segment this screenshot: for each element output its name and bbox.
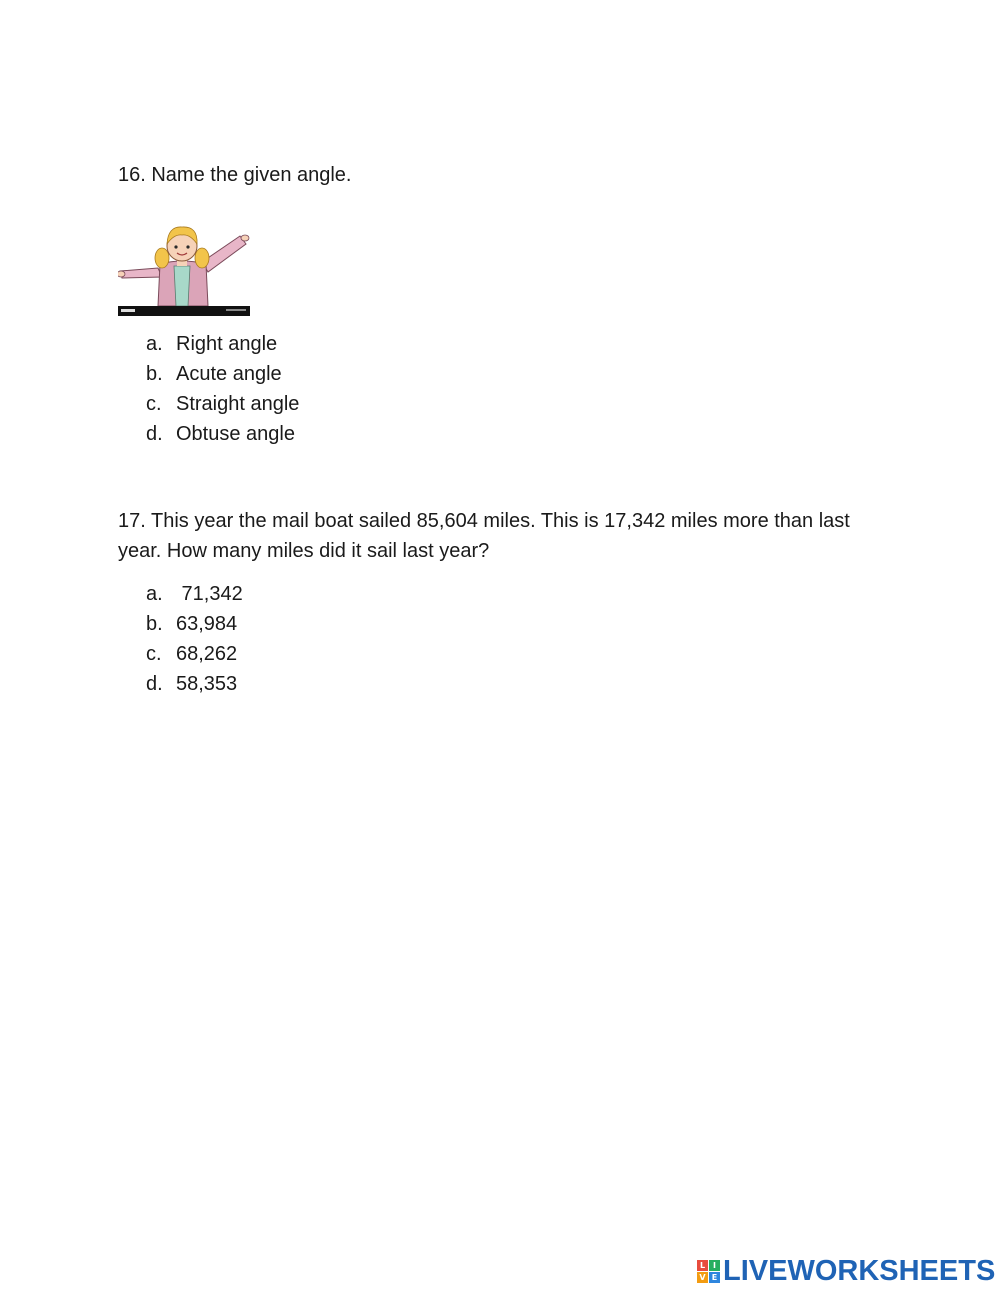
option-text: Right angle	[176, 333, 278, 355]
option-item	[146, 579, 243, 609]
option-text: 63,984	[176, 613, 238, 635]
question-17-text: 17. This year the mail boat sailed 85,604 miles. This is 17,342 miles more than last year. How many miles did it sail last year?	[118, 510, 850, 562]
brand-name: LIVEWORKSHEETS	[723, 1255, 996, 1287]
logo-mark-letter: I	[709, 1260, 720, 1271]
liveworksheets-logo-icon	[697, 1260, 720, 1283]
logo-mark-letter: V	[697, 1272, 708, 1283]
option-item	[146, 639, 243, 669]
option-item	[146, 329, 299, 359]
option-item	[146, 389, 299, 419]
option-letter: a.	[146, 583, 163, 605]
option-text: Acute angle	[176, 363, 282, 385]
option-letter: d.	[146, 673, 163, 695]
option-letter: b.	[146, 363, 163, 385]
option-text: 58,353	[176, 673, 238, 695]
option-item	[146, 359, 299, 389]
option-letter: c.	[146, 643, 162, 665]
liveworksheets-logo[interactable]	[697, 1255, 995, 1287]
logo-mark-letter: L	[697, 1260, 708, 1271]
option-item	[146, 609, 243, 639]
option-text: 71,342	[176, 583, 243, 605]
option-text: 68,262	[176, 643, 238, 665]
option-letter: b.	[146, 613, 163, 635]
option-letter: a.	[146, 333, 163, 355]
question-16-options	[146, 329, 299, 449]
option-letter: c.	[146, 393, 162, 415]
option-item	[146, 669, 243, 699]
question-16-text: 16. Name the given angle.	[118, 164, 352, 186]
option-text: Obtuse angle	[176, 423, 295, 445]
option-item	[146, 419, 299, 449]
option-text: Straight angle	[176, 393, 300, 415]
girl-arms-angle-illustration	[118, 222, 250, 316]
logo-mark-letter: E	[709, 1272, 720, 1283]
question-17-options	[146, 579, 243, 699]
option-letter: d.	[146, 423, 163, 445]
